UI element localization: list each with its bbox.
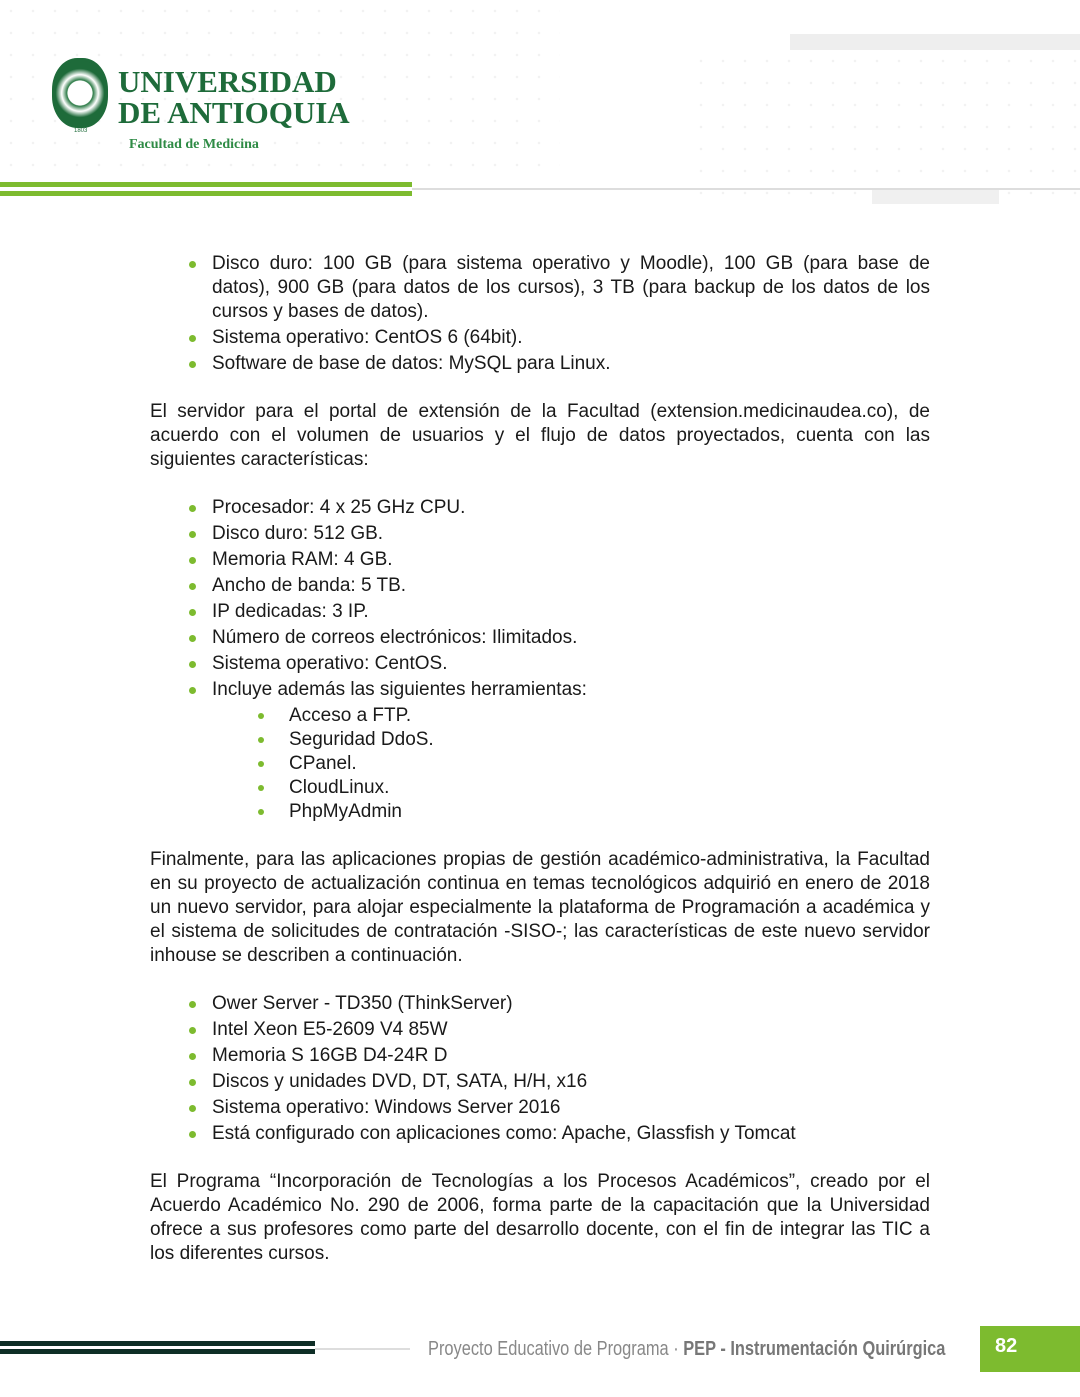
list-item: Memoria S 16GB D4-24R D xyxy=(150,1044,930,1068)
sublist-item: Seguridad DdoS. xyxy=(150,728,930,752)
header-green-bar xyxy=(0,182,412,187)
footer-bar xyxy=(0,1349,315,1354)
university-line2: DE ANTIOQUIA xyxy=(118,95,350,130)
sublist-item: CPanel. xyxy=(150,752,930,776)
sublist-item: CloudLinux. xyxy=(150,776,930,800)
hex-pattern xyxy=(690,50,1080,200)
list-item: Software de base de datos: MySQL para Linux. xyxy=(150,352,930,376)
footer-title xyxy=(428,1338,945,1361)
list-item: Sistema operativo: CentOS. xyxy=(150,652,930,676)
university-name xyxy=(118,66,350,128)
header-divider xyxy=(412,188,1080,190)
list-item: Discos y unidades DVD, DT, SATA, H/H, x16 xyxy=(150,1070,930,1094)
list-item: Disco duro: 512 GB. xyxy=(150,522,930,546)
footer-program: PEP - Instrumentación Quirúrgica xyxy=(683,1338,946,1360)
list-item: Intel Xeon E5-2609 V4 85W xyxy=(150,1018,930,1042)
university-line1: UNIVERSIDAD xyxy=(118,64,337,99)
logo-year: 1803 xyxy=(74,128,88,134)
paragraph: Finalmente, para las aplicaciones propias de gestión académico-administrativa, la Facultad en su proyecto de actualización continua en temas tecnológicos adquirió en enero de 2018 un nuevo servidor, para alojar especialmente la plataforma de Programación a académica y el sistema de solicitudes de contratación -SISO-; las características de este nuevo servidor inhouse se describen a continuación. xyxy=(150,849,930,966)
list-item: Sistema operativo: CentOS 6 (64bit). xyxy=(150,326,930,350)
paragraph: El servidor para el portal de extensión de la Facultad (extension.medicinaudea.co), de acuerdo con el volumen de usuarios y el flujo de datos proyectados, cuenta con las siguientes características: xyxy=(150,401,930,470)
page-content xyxy=(150,252,930,1290)
inhouse-server-list xyxy=(150,992,930,1146)
list-item: Ancho de banda: 5 TB. xyxy=(150,574,930,598)
paragraph: El Programa “Incorporación de Tecnologías a los Procesos Académicos”, creado por el Acuerdo Académico No. 290 de 2006, forma parte de la capacitación que la Universidad ofrece a sus profesores como parte del desarrollo docente, con el fin de integrar las TIC a los diferentes cursos. xyxy=(150,1171,930,1264)
list-item: Ower Server - TD350 (ThinkServer) xyxy=(150,992,930,1016)
header-green-bar xyxy=(0,191,412,196)
list-item: Incluye además las siguientes herramientas: xyxy=(150,678,930,702)
tools-sublist xyxy=(150,704,930,824)
list-item: Está configurado con aplicaciones como: Apache, Glassfish y Tomcat xyxy=(150,1122,930,1146)
list-item: Procesador: 4 x 25 GHz CPU. xyxy=(150,496,930,520)
footer-divider xyxy=(315,1348,410,1350)
list-item: Memoria RAM: 4 GB. xyxy=(150,548,930,572)
faculty-name: Facultad de Medicina xyxy=(129,137,259,152)
storage-list xyxy=(150,252,930,376)
sublist-item: PhpMyAdmin xyxy=(150,800,930,824)
page-number: 82 xyxy=(980,1326,1080,1372)
list-item: IP dedicadas: 3 IP. xyxy=(150,600,930,624)
university-logo xyxy=(52,58,350,134)
list-item: Sistema operativo: Windows Server 2016 xyxy=(150,1096,930,1120)
sublist-item: Acceso a FTP. xyxy=(150,704,930,728)
list-item: Disco duro: 100 GB (para sistema operativo y Moodle), 100 GB (para base de datos), 900 GB (para datos de los cursos), 3 TB (para backup de los datos de los cursos y bases de datos). xyxy=(150,252,930,324)
list-item: Número de correos electrónicos: Ilimitados. xyxy=(150,626,930,650)
header-decor-bar xyxy=(872,190,999,204)
footer-bar xyxy=(0,1341,315,1346)
footer-title-text: Proyecto Educativo de Programa · xyxy=(428,1338,684,1360)
university-seal-icon xyxy=(52,58,108,128)
extension-server-list xyxy=(150,496,930,824)
header-decor-bar xyxy=(790,34,1080,50)
